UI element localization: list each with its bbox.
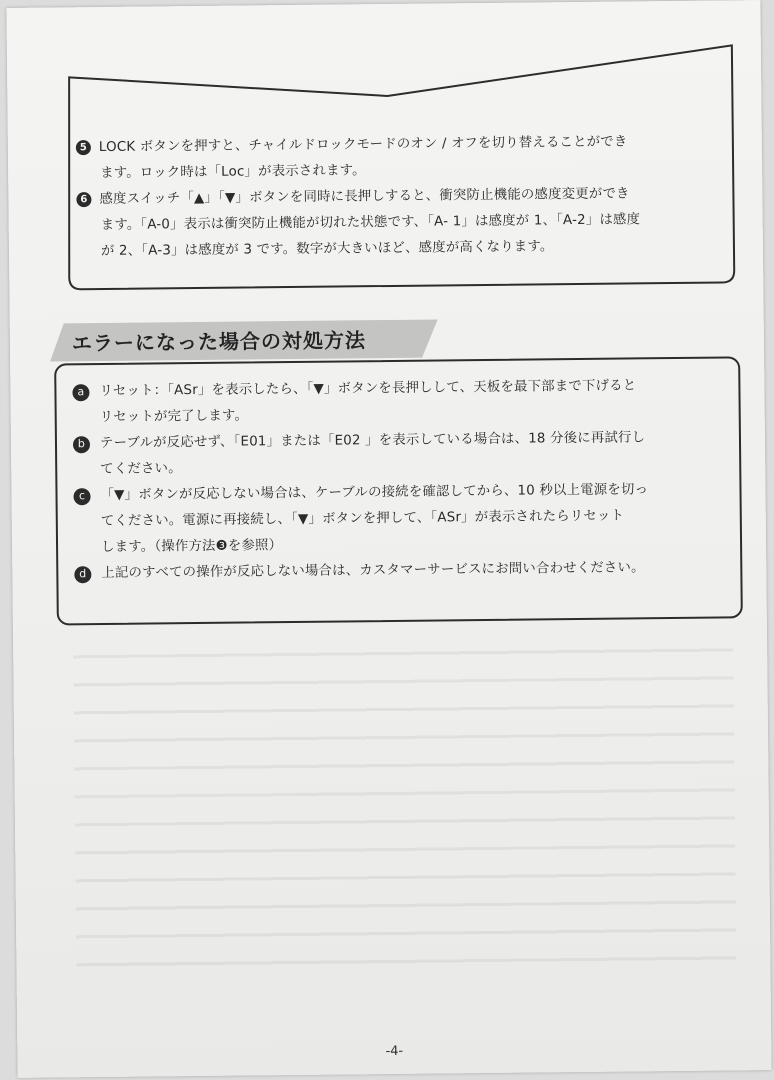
manual-page	[6, 0, 771, 1078]
marker-d-icon: d	[74, 566, 91, 583]
item-6-line-3: が 2、「A-3」は感度が 3 です。数字が大きいほど、感度が高くなります。	[100, 239, 554, 259]
item-6-text-1: 感度スイッチ「▲」「▼」ボタンを同時に長押しすると、衝突防止機能の感度変更ができ	[99, 186, 630, 208]
error-item-c-text-1: 「▼」ボタンが反応しない場合は、ケーブルの接続を確認してから、10 秒以上電源を切っ	[100, 482, 649, 504]
error-item-c-line-2: てください。電源に再接続し、「▼」ボタンを押して、「ASr」が表示されたらリセット	[100, 508, 625, 530]
marker-6-icon: 6	[76, 192, 91, 207]
error-item-c-line-3: します。（操作方法❸を参照）	[100, 538, 283, 556]
instructions-box	[57, 40, 745, 297]
error-item-d-text-1: 上記のすべての操作が反応しない場合は、カスタマーサービスにお問い合わせください。	[101, 560, 645, 582]
marker-5-icon: 5	[76, 140, 91, 155]
marker-a-icon: a	[72, 384, 89, 401]
error-item-a-line-2: リセットが完了します。	[99, 408, 249, 426]
error-item-a-text-1: リセット：「ASr」を表示したら、「▼」ボタンを長押しして、天板を最下部まで下げると	[99, 378, 637, 400]
item-5-line-2: ます。ロック時は「Loc」が表示されます。	[100, 163, 366, 182]
marker-c-icon: c	[73, 488, 90, 505]
error-item-b-text-1: テーブルが反応せず、「E01」または「E02 」を表示している場合は、18 分後に再試行し	[99, 430, 646, 452]
error-item-b-line-2: てください。	[100, 461, 182, 478]
error-item-d-line-1	[74, 554, 724, 587]
section-heading	[50, 317, 440, 363]
show-through-text	[73, 630, 737, 987]
section-title: エラーになった場合の対処方法	[71, 328, 367, 356]
marker-b-icon: b	[73, 436, 90, 453]
item-6-line-2: ます。「A-0」表示は衝突防止機能が切れた状態です、「A- 1」は感度が 1、「A-2」は感度	[100, 212, 641, 234]
item-5-text-1: LOCK ボタンを押すと、チャイルドロックモードのオン / オフを切り替えることができ	[98, 134, 628, 156]
error-handling-box	[54, 356, 743, 625]
page-number: -4-	[385, 1043, 404, 1060]
